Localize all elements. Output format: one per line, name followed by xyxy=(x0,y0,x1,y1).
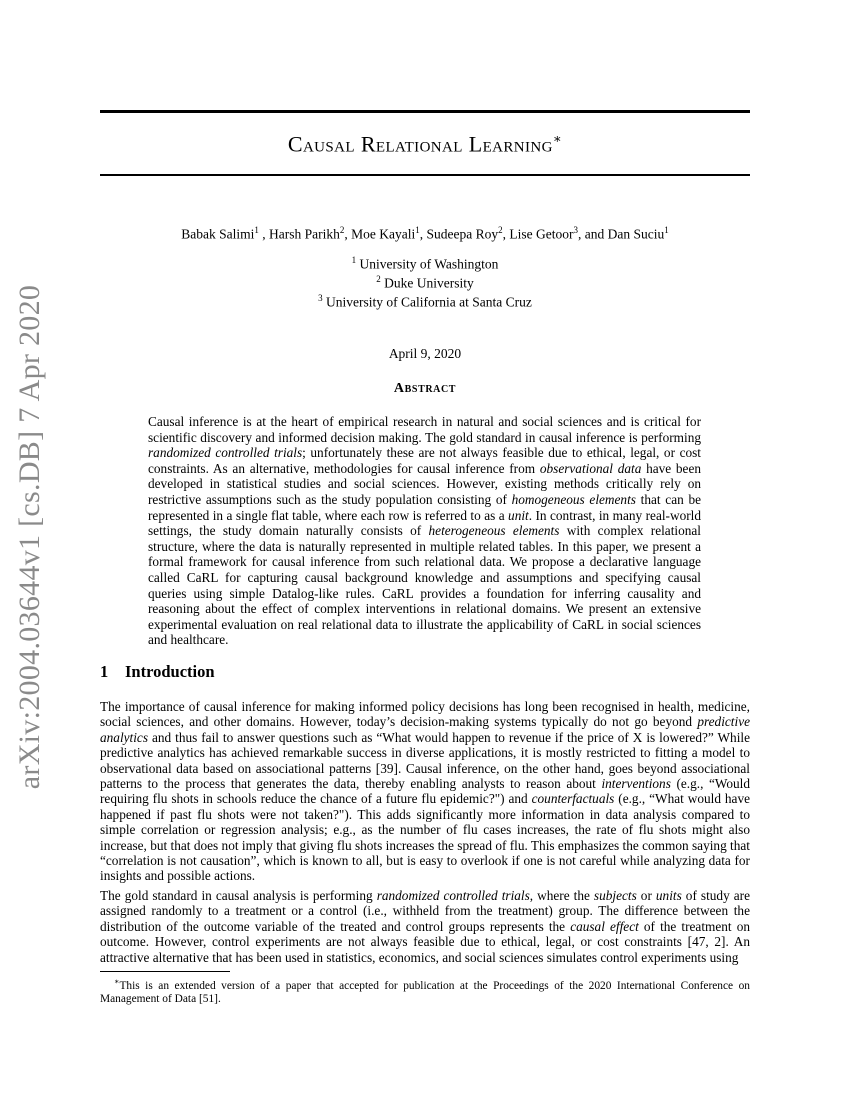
author-name: Dan Suciu xyxy=(607,226,665,242)
paragraph-emphasis: subjects xyxy=(593,888,637,903)
intro-paragraph-1 xyxy=(100,699,750,884)
paragraph-text: (e.g., “What would have happened if past flu shots were not taken?"). This adds significantly more information in data analysis compared to simple correlation or regression analysis; e.g., as the number of flu cases increases, the rate of flu shots might also increase, but that does not imply that giving flu shots increases the spread of flu. This emphasizes the common saying that “correlation is not causation”, which is known to all, but is easy to overlook if one is not careful while analyzing data for insights and possible actions. xyxy=(100,791,750,884)
affiliation xyxy=(100,291,750,310)
publication-date: April 9, 2020 xyxy=(388,346,462,361)
arxiv-identifier-text: arXiv:2004.03644v1 [cs.DB] 7 Apr 2020 xyxy=(13,284,47,790)
abstract-emphasis: homogeneous elements xyxy=(511,491,636,507)
affiliation xyxy=(100,253,750,272)
paragraph-text: (e.g., “Would requiring flu shots in schools reduce the chance of a future flu epidemic?") and xyxy=(100,776,750,807)
paragraph-emphasis: predictive analytics xyxy=(100,714,750,745)
paragraph-text: and thus fail to answer questions such as “What would happen to revenue if the price of X is lowered?” While predictive analytics has achieved remarkable success in diverse applications, it is mostly restricted to fitting a model to observational data based on associational patterns [39]. Causal inference, on the other hand, goes beyond associational patterns to the process that generates the data, thereby enabling analysts to reason about xyxy=(100,729,750,792)
intro-paragraph-2 xyxy=(100,888,750,965)
title-bottom-rule xyxy=(100,174,750,176)
author-list xyxy=(100,225,750,243)
footnote-text: This is an extended version of a paper that accepted for publication at the Proceedings of the 2020 International Conference on Management of Data [51]. xyxy=(100,979,750,1006)
abstract-emphasis: heterogeneous elements xyxy=(428,523,560,539)
author-separator: , xyxy=(258,226,270,242)
paragraph-emphasis: randomized controlled trials xyxy=(376,888,530,903)
author-name: Moe Kayali xyxy=(351,226,416,242)
affiliation-name: University of Washington xyxy=(359,256,499,272)
author-name: Sudeepa Roy xyxy=(426,226,499,242)
footnote xyxy=(100,975,750,1007)
arxiv-identifier xyxy=(5,284,55,790)
author-affiliation-mark: 3 xyxy=(573,225,578,235)
abstract-text: Causal inference is at the heart of empirical research in natural and social sciences and is critical for scientific discovery and informed decision making. The gold standard in causal inference is performing xyxy=(148,414,701,445)
author-separator: , and xyxy=(577,226,608,242)
paper-title-text: Causal Relational Learning xyxy=(287,131,553,157)
abstract-emphasis: unit xyxy=(508,507,529,523)
abstract-text: ; unfortunately these are not always feasible due to ethical, legal, or cost constraints. As an alternative, methodologies for causal inference from xyxy=(148,445,701,476)
affiliation-number: 2 xyxy=(376,274,381,284)
paragraph-text: The gold standard in causal analysis is performing xyxy=(100,888,377,903)
author-separator: , xyxy=(344,226,352,242)
affiliation-name: Duke University xyxy=(384,275,474,291)
paragraph-emphasis: counterfactuals xyxy=(531,791,615,807)
affiliation-list xyxy=(100,253,750,310)
paragraph-emphasis: units xyxy=(655,888,682,903)
author-separator: , xyxy=(502,226,510,242)
abstract-emphasis: observational data xyxy=(539,460,642,476)
section-heading-introduction xyxy=(100,662,750,682)
author-affiliation-mark: 1 xyxy=(664,225,669,235)
paper-title xyxy=(100,131,750,157)
affiliation-number: 3 xyxy=(318,293,323,303)
author-affiliation-mark: 1 xyxy=(415,225,420,235)
author-name: Babak Salimi xyxy=(181,226,255,242)
abstract-heading: Abstract xyxy=(393,381,457,396)
abstract-emphasis: randomized controlled trials xyxy=(148,445,303,461)
paragraph-text: or xyxy=(636,888,656,903)
author-affiliation-mark: 2 xyxy=(339,225,345,235)
author-name: Harsh Parikh xyxy=(269,226,340,242)
section-number: 1 xyxy=(100,662,109,681)
abstract-text: . In contrast, in many real-world settings, the study domain naturally consists of xyxy=(148,507,701,539)
abstract-body xyxy=(148,414,701,648)
author-affiliation-mark: 2 xyxy=(498,225,503,235)
author-separator: , xyxy=(419,226,427,242)
affiliation xyxy=(100,272,750,291)
paragraph-text: , where the xyxy=(529,888,594,903)
section-title: Introduction xyxy=(125,662,215,681)
abstract-text: with complex relational structure, where the data is naturally represented in multiple related tables. In this paper, we present a formal framework for causal inference from such relational data. We propose a declarative language called CaRL for capturing causal background knowledge and assumptions and specifying causal queries using simple Datalog-like rules. CaRL provides a foundation for inferring causality and reasoning about the effect of complex interventions in relational domains. We present an extensive experimental evaluation on real relational data to illustrate the applicability of CaRL in social sciences and healthcare. xyxy=(148,523,701,648)
abstract-text: that can be represented in a single flat table, where each row is referred to as a xyxy=(148,491,701,523)
author-name: Lise Getoor xyxy=(509,226,574,242)
title-top-rule xyxy=(100,110,750,113)
affiliation-name: University of California at Santa Cruz xyxy=(326,294,532,310)
paragraph-text: of the treatment on outcome. However, control experiments are not always feasible due to ethical, legal, or cost constraints [47, 2]. An attractive alternative that has been used in statistics, economics, and social sciences simulates control experiments using xyxy=(100,918,751,965)
title-footnote-mark: ∗ xyxy=(552,131,563,146)
abstract-text: have been developed in statistical studies and social sciences. However, existing methods critically rely on restrictive assumptions such as the study population consisting of xyxy=(148,460,702,507)
affiliation-number: 1 xyxy=(351,255,357,265)
paragraph-emphasis: interventions xyxy=(601,776,671,792)
footnote-rule xyxy=(100,971,230,972)
author-affiliation-mark: 1 xyxy=(254,225,259,235)
paragraph-emphasis: causal effect xyxy=(570,918,639,934)
footnote-mark: ∗ xyxy=(114,977,120,986)
paragraph-text: The importance of causal inference for making informed policy decisions has long been recognised in health, medicine, social sciences, and other domains. However, today’s decision-making systems typically do not go beyond xyxy=(100,699,750,730)
paragraph-text: of study are assigned randomly to a treatment or a control (i.e., withheld from the treatment) group. The difference between the distribution of the outcome variable of the treated and control groups represents the xyxy=(100,888,750,934)
